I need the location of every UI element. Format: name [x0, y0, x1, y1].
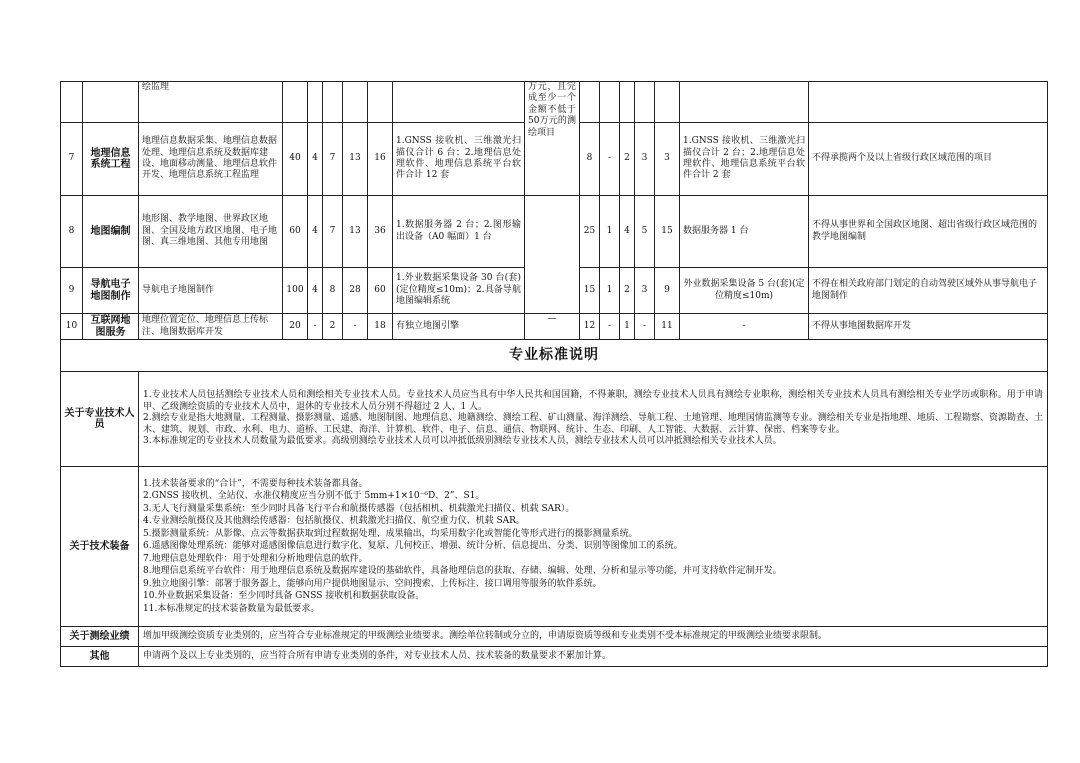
staff-count: - [635, 314, 655, 340]
notes-row [61, 467, 1048, 627]
staff-count: 5 [635, 196, 655, 268]
qualification-standard-table-page [60, 81, 1048, 667]
category-name: 导航电子地图制作 [83, 268, 139, 314]
equipment-requirement-cell: 1.GNSS 接收机、三维激光扫描仪合计 2 台；2.地理信息处理软件、地理信息系统平台软件合计 2 套 [680, 123, 809, 196]
staff-count: 15 [580, 268, 600, 314]
row-number: 7 [61, 123, 83, 196]
notes-row [61, 627, 1048, 647]
section-title: 专业标准说明 [61, 340, 1048, 372]
row-number: 9 [61, 268, 83, 314]
staff-count: - [308, 314, 323, 340]
row-number: 8 [61, 196, 83, 268]
equipment-requirement-cell: 数据服务器 1 台 [680, 196, 809, 268]
table-row [61, 314, 1048, 340]
business-scope-cell: 地理位置定位、地理信息上传标注、地图数据库开发 [139, 314, 283, 340]
notes-label: 关于测绘业绩 [61, 627, 139, 647]
staff-count: 7 [323, 196, 343, 268]
performance-requirement-cell: — [525, 314, 580, 340]
category-name: 地图编制 [83, 196, 139, 268]
staff-count: 1 [620, 314, 635, 340]
note-line: 11.本标准规定的技术装备数量为最低要求。 [143, 603, 320, 614]
notes-label: 关于专业技术人员 [61, 372, 139, 467]
staff-count: 60 [283, 196, 308, 268]
staff-count: 3 [635, 268, 655, 314]
staff-count: 3 [655, 123, 680, 196]
note-line: 2.GNSS 接收机、全站仪、水准仪精度应当分别不低于 5mm+1×10⁻⁶D、2”、S1。 [143, 491, 485, 502]
scope-limit-cell: 不得从事世界和全国政区地图、超出省级行政区域范围的教学地图编制 [809, 196, 1048, 268]
staff-count: - [343, 314, 368, 340]
staff-count: 16 [368, 123, 393, 196]
scope-limit-cell: 不得承揽两个及以上省级行政区域范围的项目 [809, 123, 1048, 196]
staff-count: 8 [580, 123, 600, 196]
business-scope-cell: 导航电子地图制作 [139, 268, 283, 314]
notes-label: 关于技术装备 [61, 467, 139, 627]
staff-count: 12 [580, 314, 600, 340]
business-scope-cell: 地形图、教学地图、世界政区地图、全国及地方政区地图、电子地图、真三维地图、其他专用地图 [139, 196, 283, 268]
qualification-table [60, 81, 1048, 667]
equipment-requirement-cell: - [680, 314, 809, 340]
staff-count: 11 [655, 314, 680, 340]
staff-count: 4 [620, 196, 635, 268]
table-row [61, 196, 1048, 268]
staff-count: 100 [283, 268, 308, 314]
staff-count: 1 [600, 196, 620, 268]
notes-row [61, 372, 1048, 467]
staff-count: 18 [368, 314, 393, 340]
note-line: 10.外业数据采集设备：至少同时具备 GNSS 接收机和数据获取设备。 [143, 591, 425, 602]
row-number: 10 [61, 314, 83, 340]
notes-content [139, 372, 1048, 467]
staff-count: 2 [620, 123, 635, 196]
staff-count: 25 [580, 196, 600, 268]
note-line: 1.技术装备要求的“合计”，不需要每种技术装备都具备。 [143, 478, 368, 489]
note-line: 9.独立地图引擎：部署于服务器上，能够向用户提供地图显示、空间搜索、上传标注、接口调用等服务的软件系统。 [143, 578, 602, 589]
note-line: 8.地理信息系统平台软件：用于地理信息系统及数据库建设的基础软件，具备地理信息的获取、存储、编辑、处理、分析和显示等功能，并可支持软件定制开发。 [143, 566, 782, 577]
section-title-row [61, 340, 1048, 372]
staff-count: 9 [655, 268, 680, 314]
staff-count: 60 [368, 268, 393, 314]
table-row [61, 82, 1048, 123]
equipment-requirement-cell: 1.数据服务器 2 台；2.图形输出设备（A0 幅面）1 台 [393, 196, 525, 268]
staff-count: 4 [308, 123, 323, 196]
staff-count: 2 [323, 314, 343, 340]
note-line: 1.专业技术人员包括测绘专业技术人员和测绘相关专业技术人员。专业技术人员应当具有中华人民共和国国籍，不得兼职，测绘专业技术人员具有测绘专业职称，测绘相关专业技术人员具有测绘相关专业学历或职称。用于申请甲、乙级测绘资质的专业技术人员中，退休的专业技术人员分别不得超过 2 人、1 人。 [143, 390, 1043, 412]
staff-count: 36 [368, 196, 393, 268]
staff-count: 7 [323, 123, 343, 196]
equipment-requirement-cell: 1.外业数据采集设备 30 台(套)(定位精度≤10m)；2.具备导航地图编辑系统 [393, 268, 525, 314]
note-line: 6.遥感图像处理系统：能够对遥感图像信息进行数字化、复原、几何校正、增强、统计分析、信息提出、分类、识别等图像加工的系统。 [143, 541, 683, 552]
note-line: 2.测绘专业是指大地测量、工程测量、摄影测量、遥感、地图制图、地理信息、地籍测绘、测绘工程、矿山测量、海洋测绘、导航工程、土地管理、地理国情监测等专业。测绘相关专业是指地理、地质、工程勘察、资源勘查、土木、建筑、规划、市政、水利、电力、道桥、工民建、海洋、计算机、软件、电子、信息、通信、物联网、统计、生态、印刷、人工智能、大数据、云计算、保密、档案等专业。 [143, 413, 1043, 435]
staff-count: 13 [343, 123, 368, 196]
staff-count: 8 [323, 268, 343, 314]
scope-limit-cell: 不得从事地图数据库开发 [809, 314, 1048, 340]
business-scope-cell: 地理信息数据采集、地理信息数据处理、地理信息系统及数据库建设、地面移动测量、地理信息软件开发、地理信息系统工程监理 [139, 123, 283, 196]
staff-count: 15 [655, 196, 680, 268]
staff-count: 40 [283, 123, 308, 196]
equipment-requirement-cell: 有独立地图引擎 [393, 314, 525, 340]
equipment-requirement-cell: 1.GNSS 接收机、三维激光扫描仪合计 6 台；2.地理信息处理软件、地理信息系统平台软件合计 12 套 [393, 123, 525, 196]
business-scope-cell: 绘监理 [139, 82, 283, 123]
category-name: 互联网地图服务 [83, 314, 139, 340]
notes-content: 增加甲级测绘资质专业类别的，应当符合专业标准规定的甲级测绘业绩要求。测绘单位转制或分立的，申请原资质等级和专业类别不受本标准规定的甲级测绘业绩要求限制。 [139, 627, 1048, 647]
staff-count: 4 [308, 268, 323, 314]
notes-label: 其他 [61, 647, 139, 667]
notes-content [139, 467, 1048, 627]
staff-count: 4 [308, 196, 323, 268]
note-line: 5.摄影测量系统：从影像、点云等数据获取到过程数据处理、成果输出，均采用数字化或智能化等形式进行的摄影测量系统。 [143, 528, 638, 539]
notes-content: 申请两个及以上专业类别的，应当符合所有申请专业类别的条件，对专业技术人员、技术装备的数量要求不累加计算。 [139, 647, 1048, 667]
scope-limit-cell: 不得在相关政府部门划定的自动驾驶区域外从事导航电子地图制作 [809, 268, 1048, 314]
performance-requirement-cell: 万元，且完成至少一个金额不低于50万元的测绘项目 [525, 82, 580, 196]
staff-count: 1 [600, 268, 620, 314]
staff-count: - [600, 314, 620, 340]
staff-count: 20 [283, 314, 308, 340]
staff-count: 2 [620, 268, 635, 314]
equipment-requirement-cell: 外业数据采集设备 5 台(套)(定位精度≤10m) [680, 268, 809, 314]
staff-count: 3 [635, 123, 655, 196]
note-line: 3.无人飞行测量采集系统：至少同时具备飞行平台和航摄传感器（包括相机、机载激光扫描仪、机载 SAR）。 [143, 503, 575, 514]
note-line: 3.本标准规定的专业技术人员数量为最低要求。高级别测绘专业技术人员可以冲抵低级别测绘专业技术人员，测绘专业技术人员可以冲抵测绘相关专业技术人员。 [143, 436, 782, 447]
category-name: 地理信息系统工程 [83, 123, 139, 196]
staff-count: 13 [343, 196, 368, 268]
note-line: 4.专业测绘航摄仪及其他测绘传感器：包括航摄仪、机载激光扫描仪、航空重力仪、机载 SAR。 [143, 516, 525, 527]
note-line: 7.地理信息处理软件：用于处理和分析地理信息的软件。 [143, 553, 368, 564]
staff-count: 28 [343, 268, 368, 314]
staff-count: - [600, 123, 620, 196]
notes-row [61, 647, 1048, 667]
